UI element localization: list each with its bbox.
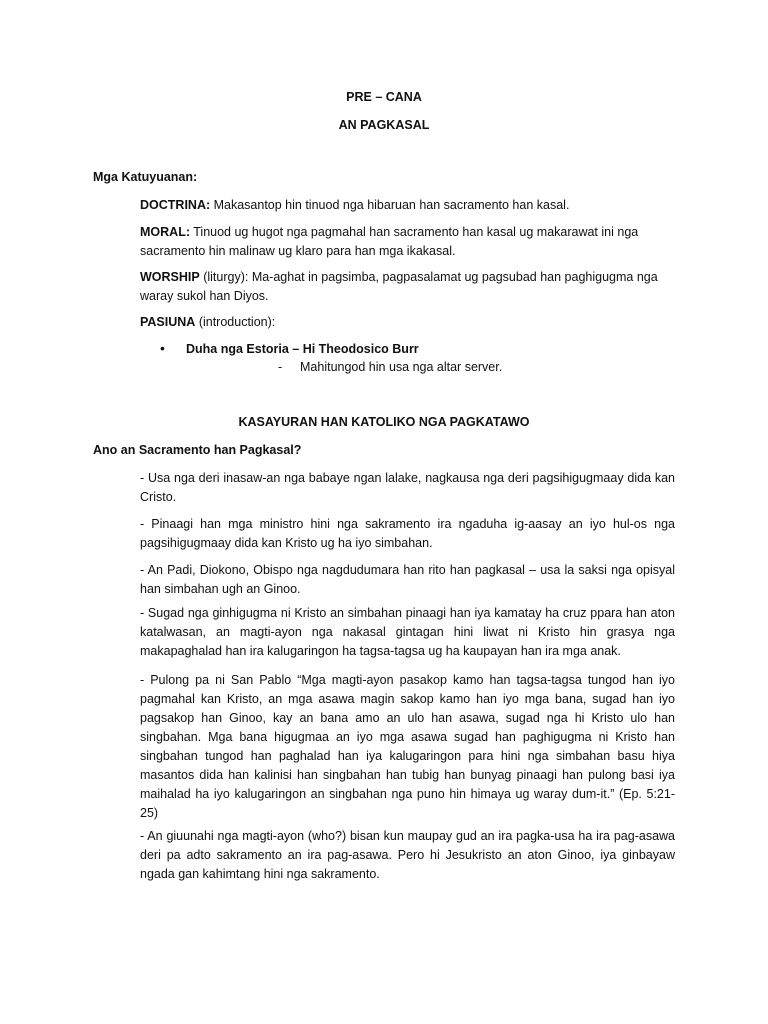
document-title: PRE – CANA [346,90,422,104]
section-question: Ano an Sacramento han Pagkasal? [93,443,302,457]
objective-pasiuna [140,313,675,332]
bullet-item: Duha nga Estoria – Hi Theodosico Burr [186,342,419,356]
objective-text: Tinuod ug hugot nga pagmahal han sacramento han kasal ug makarawat ini nga sacramento hin malinaw ug klaro para han mga ikakasal. [140,225,639,258]
paragraph: - Pulong pa ni San Pablo “Mga magti-ayon pasakop kamo han tagsa-tagsa tungod han iyo pagmahal kan Kristo, an mga asawa magin sakop kamo han iyo mga bana, sugad han iyo pagsakop han Ginoo, kay an bana amo an ulo han asawa, sugad nga hi Kristo ulo han singbahan. Mga bana higugmaa an iyo mga asawa sugad han paghigugma ni Kristo han singbahan tungod han paghalad han iya kalugaringon para hini nga simbahan basu hiya masantos dida han kalinisi han singbahan han tubig han bunyag pinaagi han pulong basi iya maihalad ha iyo kalugaringon an singbahan nga puno hin himaya ug waray dum-it.” (Ep. 5:21-25) [140,673,675,820]
objective-text: Makasantop hin tinuod nga hibaruan han sacramento han kasal. [210,198,570,212]
objective-label: WORSHIP [140,270,200,284]
paragraph: - Pinaagi han mga ministro hini nga sakramento ira ngaduha ig-aasay an iyo hul-os nga pagsihigugmaay dida kan Kristo ug ha iyo simbahan. [140,517,675,550]
objective-moral [140,223,675,261]
paragraph: - An giuunahi nga magti-ayon (who?) bisan kun maupay gud an ira pagka-usa ha ira pag-asawa deri pa adto sakramento an ira pag-asawa. Pero hi Jesukristo an aton Ginoo, iya ginbayaw ngada gan kahimtang hini nga sakramento. [140,829,675,881]
objective-label: DOCTRINA: [140,198,211,212]
objective-text: (introduction): [195,315,276,329]
dash-item: Mahitungod hin usa nga altar server. [300,360,503,374]
dash-icon: - [278,360,283,374]
section-title: KASAYURAN HAN KATOLIKO NGA PAGKATAWO [238,415,530,429]
objective-label: PASIUNA [140,315,196,329]
document-subtitle: AN PAGKASAL [338,118,430,132]
objectives-heading: Mga Katuyuanan: [93,170,198,184]
paragraph: - An Padi, Diokono, Obispo nga nagdudumara han rito han pagkasal – usa la saksi nga opisyal han simbahan ugh an Ginoo. [140,563,675,596]
bullet-icon: • [160,340,165,356]
objective-text: (liturgy): Ma-aghat in pagsimba, pagpasalamat ug pagsubad han paghigugma nga waray sukol han Diyos. [140,270,658,303]
paragraph: - Usa nga deri inasaw-an nga babaye ngan lalake, nagkausa nga deri pagsihigugmaay dida kan Cristo. [140,471,675,504]
objective-doctrina [140,196,675,215]
paragraph: - Sugad nga ginhigugma ni Kristo an simbahan pinaagi han iya kamatay ha cruz ppara han aton katalwasan, an magti-ayon nga nakasal gintagan hini liwat ni Kristo hin grasya nga makapaghalad han ira kalugaringon ha tagsa-tagsa ug ha kaupayan han ira mga anak. [140,606,675,658]
objective-worship [140,268,675,306]
objective-label: MORAL: [140,225,190,239]
